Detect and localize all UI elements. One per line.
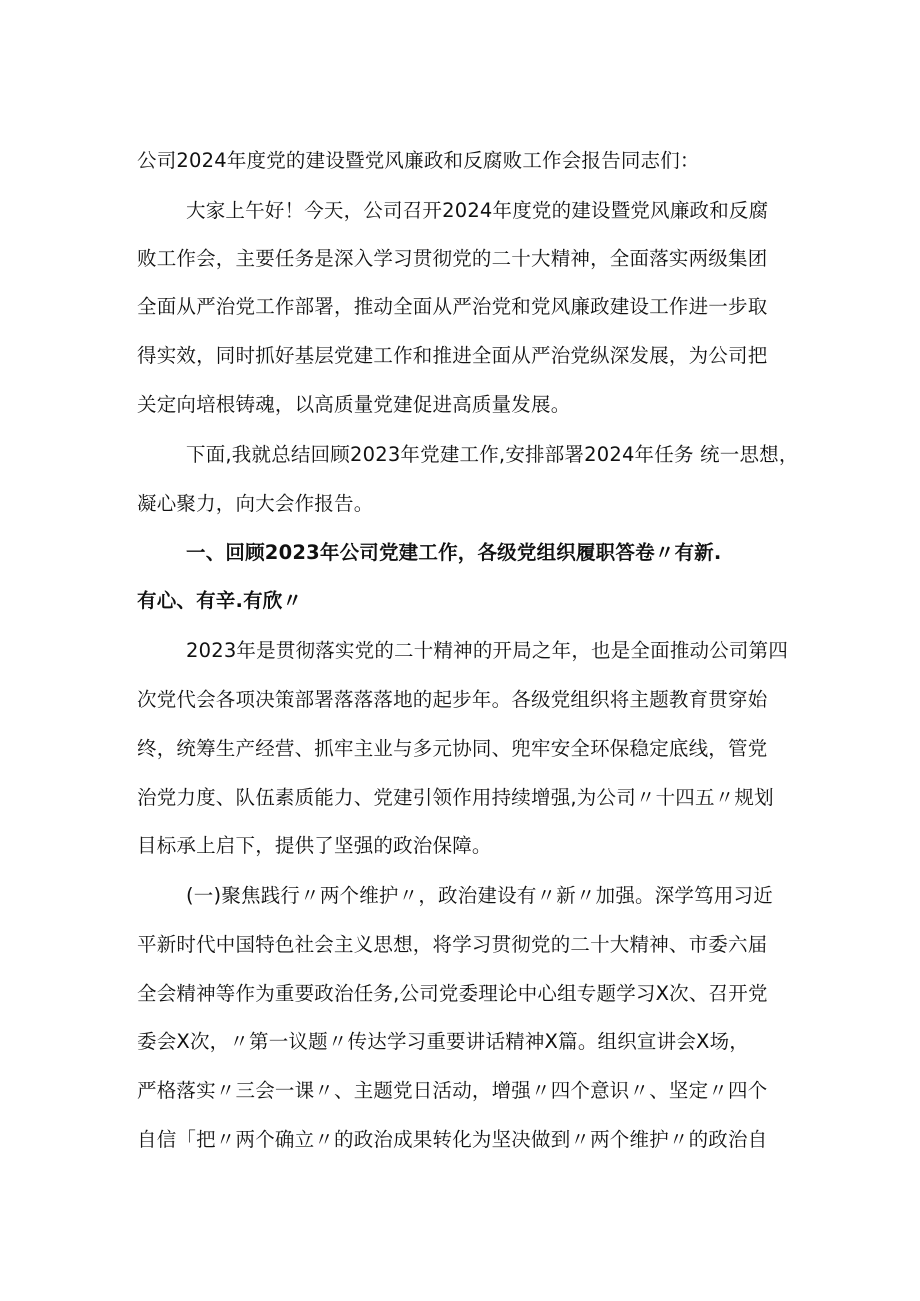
paragraph-4-line-4: 委会X次，〃第一议题〃传达学习重要讲话精神X篇。组织宣讲会X场， <box>137 1030 749 1053</box>
paragraph-3-line-5: 目标承上启下，提供了坚强的政治保障。 <box>137 834 492 857</box>
paragraph-3-line-4: 治党力度、队伍素质能力、党建引领作用持续增强,为公司〃十四五〃规划 <box>137 786 774 809</box>
section-heading-1-line-1: 一、回顾2023年公司党建工作，各级党组织履职答卷〃有新. <box>186 541 722 564</box>
paragraph-3-line-1: 2023年是贯彻落实党的二十精神的开局之年，也是全面推动公司第四 <box>186 639 789 662</box>
paragraph-4-line-6: 自信「把〃两个确立〃的政治成果转化为坚决做到〃两个维护〃的政治自 <box>137 1128 768 1151</box>
paragraph-3-line-2: 次党代会各项决策部署落落落地的起步年。各级党组织将主题教育贯穿始 <box>137 688 768 711</box>
paragraph-4-line-5: 严格落实〃三会一课〃、主题党日活动，增强〃四个意识〃、坚定〃四个 <box>137 1079 768 1102</box>
paragraph-4-line-3: 全会精神等作为重要政治任务,公司党委理论中心组专题学习X次、召开党 <box>137 982 768 1005</box>
paragraph-1-line-2: 败工作会，主要任务是深入学习贯彻党的二十大精神，全面落实两级集团 <box>137 247 768 270</box>
paragraph-4-line-2: 平新时代中国特色社会主义思想，将学习贯彻党的二十大精神、市委六届 <box>137 933 768 956</box>
paragraph-1-line-4: 得实效，同时抓好基层党建工作和推进全面从严治党纵深发展，为公司把 <box>137 344 768 367</box>
paragraph-4-line-1: (一)聚焦践行〃两个维护〃，政治建设有〃新〃加强。深学笃用习近 <box>186 884 773 907</box>
paragraph-1-line-3: 全面从严治党工作部署，推动全面从严治党和党风廉政建设工作进一步取 <box>137 295 768 318</box>
section-heading-1-line-2: 有心、有辛.有欣〃 <box>137 589 303 612</box>
report-title-line: 公司2024年度党的建设暨党风廉政和反腐败工作会报告同志们： <box>137 149 700 172</box>
paragraph-3-line-3: 终，统筹生产经营、抓牢主业与多元协同、兜牢安全环保稳定底线，管党 <box>137 737 768 760</box>
paragraph-1-line-1: 大家上午好！今天，公司召开2024年度党的建设暨党风廉政和反腐 <box>186 199 769 222</box>
paragraph-2-line-2: 凝心聚力，向大会作报告。 <box>137 492 374 515</box>
paragraph-1-line-5: 关定向培根铸魂，以高质量党建促进高质量发展。 <box>137 393 571 416</box>
paragraph-2-line-1: 下面,我就总结回顾2023年党建工作,安排部署2024年任务 统一思想， <box>186 443 799 466</box>
